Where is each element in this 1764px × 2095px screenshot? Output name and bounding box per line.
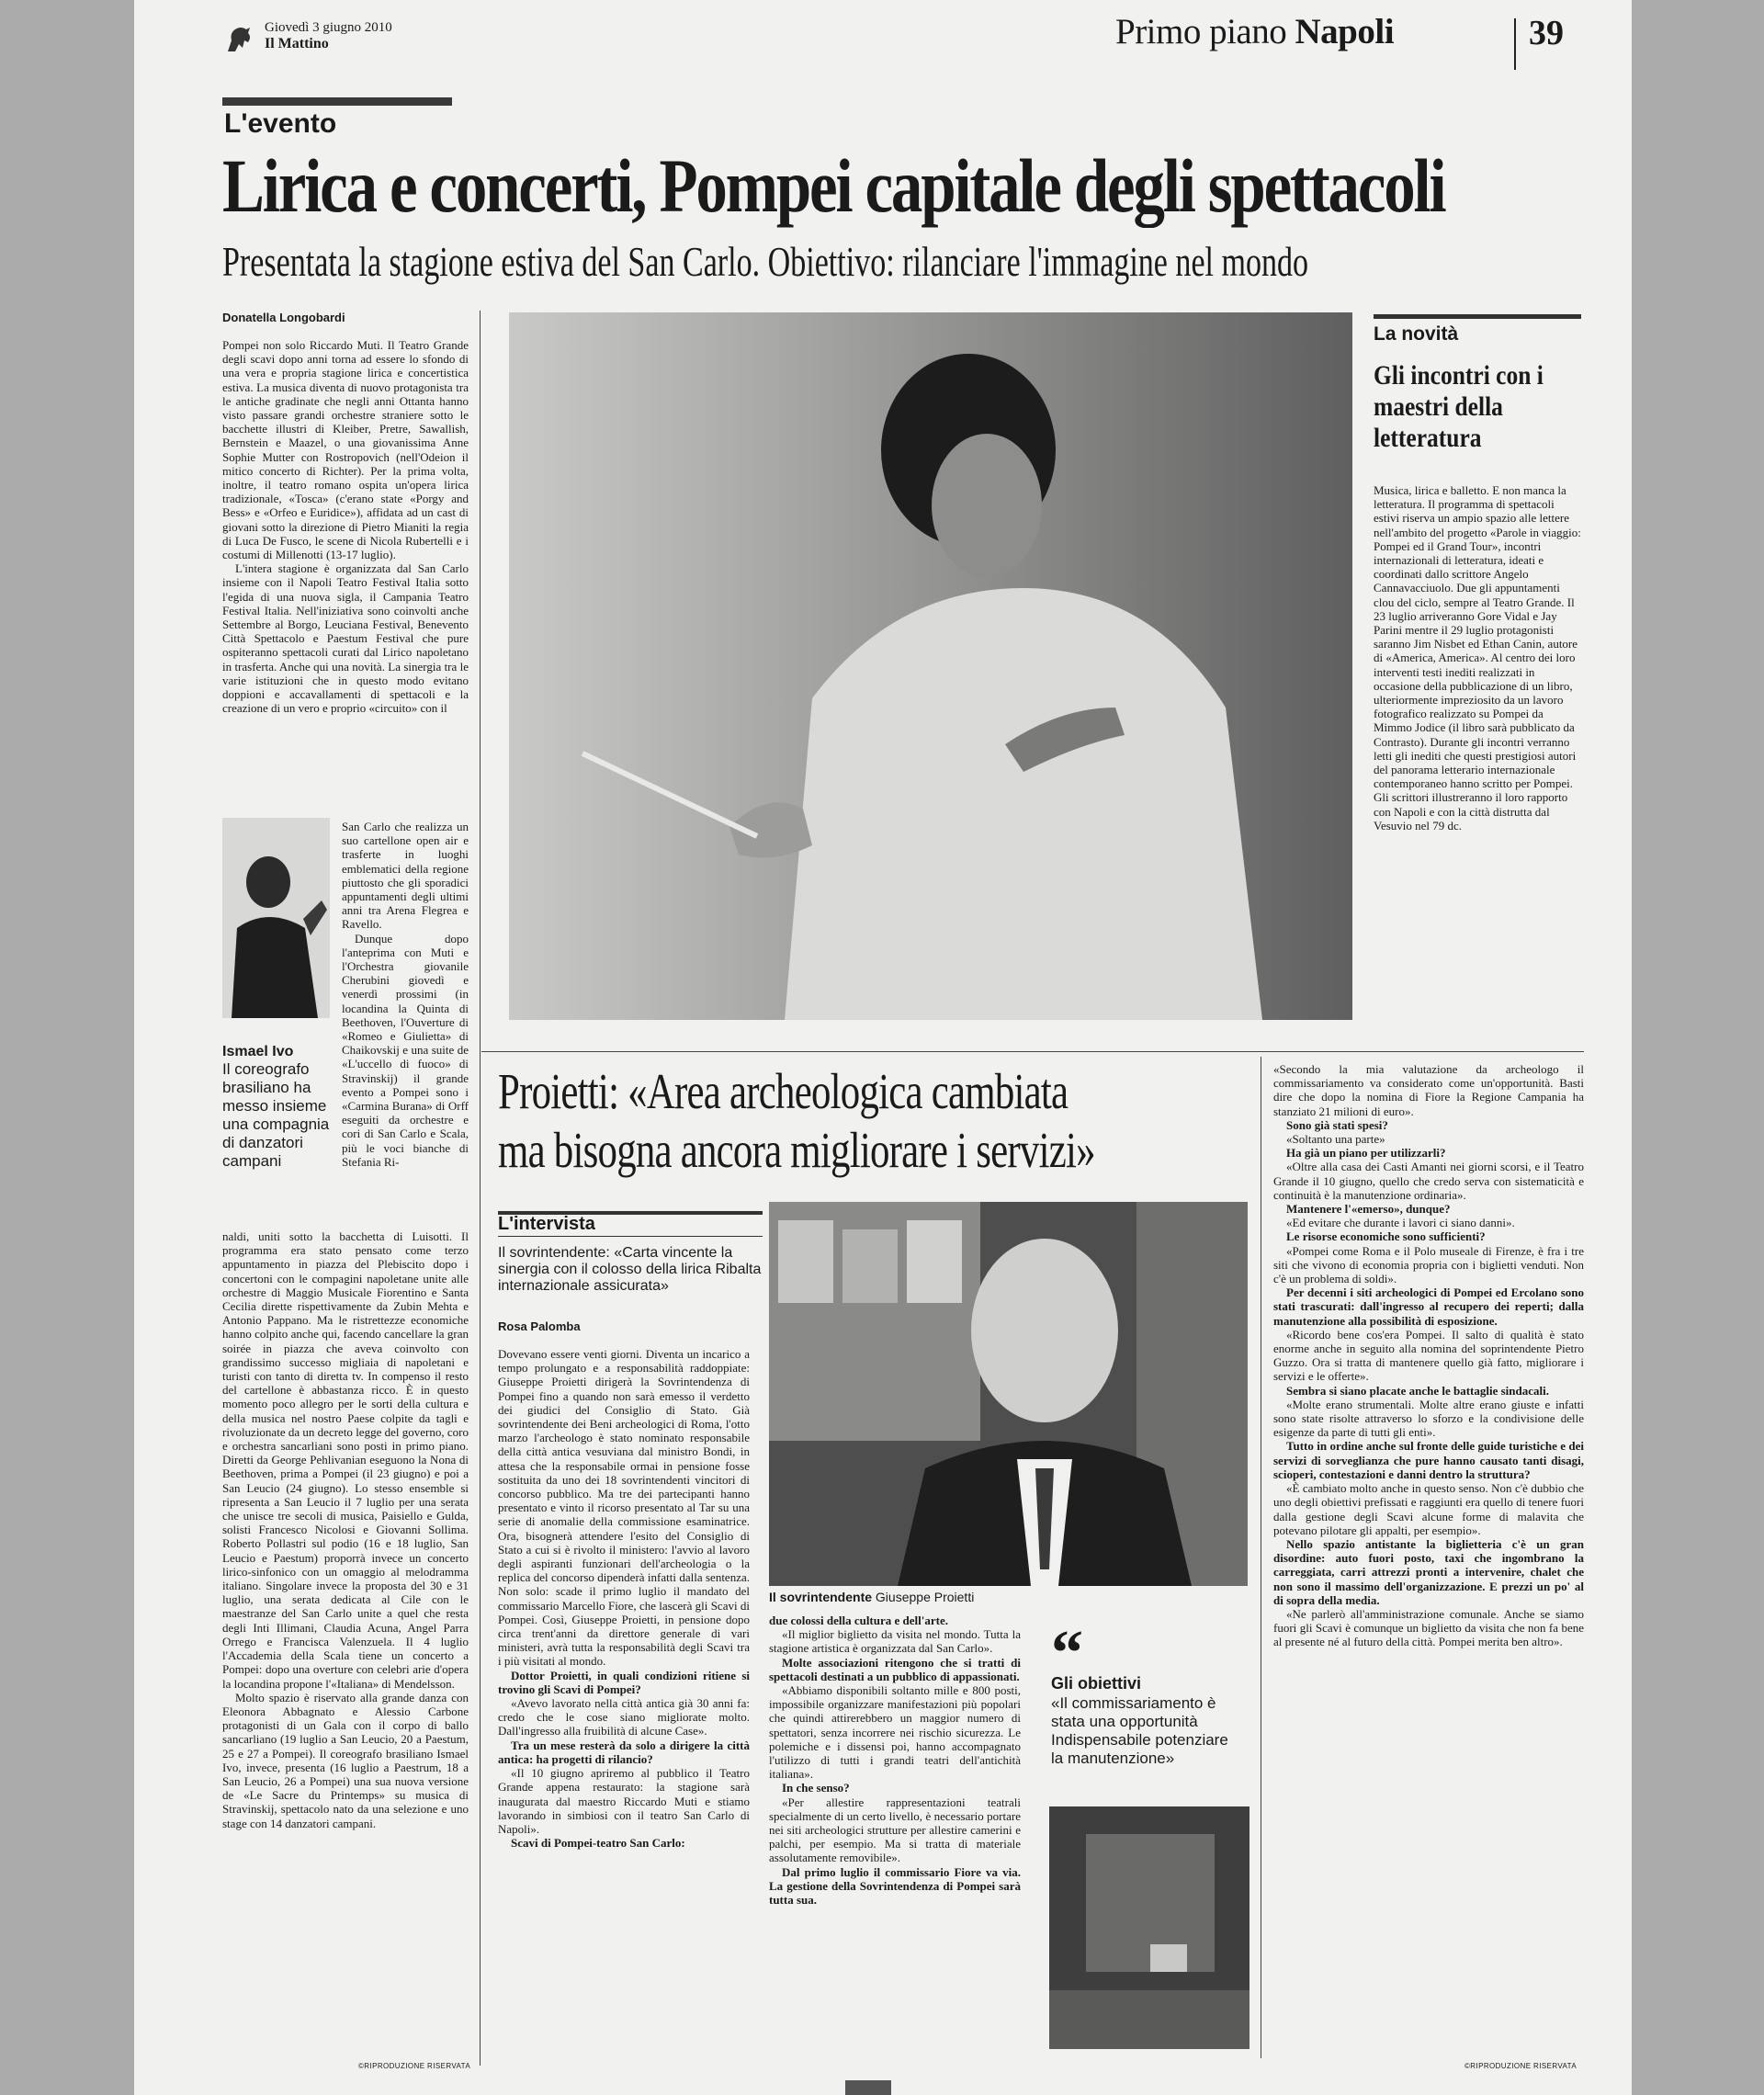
interview-question: Sembra si siano placate anche le battaglie sindacali.	[1286, 1383, 1549, 1398]
interview-byline: Rosa Palomba	[498, 1319, 581, 1333]
quote-mark-icon: “	[1051, 1618, 1083, 1689]
interview-question: Tra un mese resterà da solo a dirigere la città antica: ha progetti di rilancio?	[498, 1738, 750, 1766]
interview-question: Dal primo luglio il commissario Fiore va via. La gestione della Sovrintendenza di Pompei sarà tutta sua.	[769, 1864, 1021, 1908]
copyright-note: ©RIPRODUZIONE RISERVATA	[1464, 2062, 1577, 2070]
ismael-ivo-figure-icon	[222, 818, 330, 1018]
interview-question: Scavi di Pompei-teatro San Carlo:	[511, 1836, 685, 1851]
main-paragraph: naldi, uniti sotto la bacchetta di Luisotti. Il programma era stato pensato come terzo appuntamento in piazza del Plebiscito dopo i concertoni con le compagini napoletane unite alle orchestre di Maggio Musicale Fiorentino e Santa Cecilia dirette rispettivamente da Zubin Mehta e Antonio Pappano. Ma le ristrettezze economiche hanno colpito anche qui, facendo cancellare la gran soirée in piazza che aveva coinvolto con grandissimo successo migliaia di napoletani e turisti con tanto di diretta tv. In compenso il resto del cartellone è abbastanza ricco. È in questo momento poco allegro per le sorti della cultura e della musica nel nostro Paese colpite da tagli e rivoluzionate da un decreto legge del governo, coro e orchestra sancarliani sono posti in primo piano. Diretti da George Pehlivanian eseguono la Nona di Beethoven, prima a Pompei (il 23 giugno) e poi a San Leucio (24 giugno). Lo stesso ensemble si ripresenta a San Leucio il 7 luglio per una serata che unisce tre secoli di musica, Paisiello e Gulda, solisti Francesco Nicolosi e Giovanni Sollima. Roberto Pollastri sul podio (16 e 18 luglio, San Leucio e Paestum) proporrà invece un concerto lirico-sinfonico con un omaggio al melodramma italiano. Singolare invece la proposta del 30 e 31 luglio, una serata dedicata al Cile con le maestranze del San Carlo unite a quel che resta degli Inti Illimani, Claudia Acuna, Angel Parra Orrego e Francisca Valenzuela. Il 4 luglio l'Accademia della Scala tiene un concerto a Pompei: dopo una overture con celebri arie d'opera la locandina propone l'«Italiana» di Mendelsson.	[222, 1229, 469, 1691]
page-fold-marker	[845, 2080, 891, 2095]
main-paragraph: Dunque dopo l'anteprima con Muti e l'Orchestra giovanile Cherubini giovedì e venerdì prossimi (in locandina la Quinta di Beethoven, l'Ouverture di «Romeo e Giulietta» di Chaikovskij e una suite de «L'uccello di fuoco» di Stravinskij) il grande evento a Pompei sono i «Carmina Burana» di Orff eseguiti da orchestre e cori di San Carlo e Scala, più le voci bianche di Stefania Ri-	[342, 931, 469, 1169]
interview-question: Ha già un piano per utilizzarli?	[1286, 1146, 1446, 1161]
main-subheadline: Presentata la stagione estiva del San Carlo. Obiettivo: rilanciare l'immagine nel mondo	[222, 238, 1309, 285]
main-article-narrow	[342, 820, 469, 1187]
main-paragraph: San Carlo che realizza un suo cartellone open air e trasferte in luoghi emblematici della regione piuttosto che gli sporadici appuntamenti degli ultimi anni tra Arena Flegrea e Ravello.	[342, 820, 469, 932]
issue-date: Giovedì 3 giugno 2010 Il Mattino	[265, 20, 392, 51]
theatre-photo	[1049, 1806, 1250, 2049]
interview-question: Dottor Proietti, in quali condizioni ritiene si trovino gli Scavi di Pompei?	[498, 1668, 750, 1696]
masthead-divider	[1514, 18, 1516, 70]
newspaper-page	[134, 0, 1632, 2095]
section-divider	[481, 1051, 1584, 1052]
interview-col1: Dovevano essere venti giorni. Diventa un incarico a tempo prolungato e a responsabilità raddoppiate: Giuseppe Proietti dirigerà la Sovrintendenza di Pompei fino a quando non sarà emesso il verdetto dei giudici del Consiglio di Stato. Già sovrintendente dei Beni archeologici di Roma, l'otto marzo l'archeologo è stato nominato responsabile della città antica vesuviana dal ministro Bondi, in attesa che la responsabile ormai in pensione fosse sostituita da uno dei 18 sovrintendenti vincitori di concorso pubblico. Ma tre dei partecipanti hanno presentato e vinto il ricorso presentato al Tar su una serie di anomalie della commissione esaminatrice. Ora, bisognerà attendere l'esito del Consiglio di Stato a cui si è rivolto il ministero: l'avvio al lavoro degli aspiranti funzionari dell'archeologia o la replica del concorso dipenderà infatti dalla sentenza. Non solo: scade il primo luglio il mandato del commissario Marcello Fiore, che lascerà gli Scavi di Pompei. Così, Giuseppe Proietti, in pensione dopo circa trent'anni da direttore generale di vari ministeri, avrà tutta la responsabilità degli Scavi tra i più visitati al mondo. Dottor Proietti, in quali condizioni ritiene si trovino gli Scavi di Pompei? «Avevo lavorato nella città antica già 30 anni fa: credo che le cose siano migliorate molto. Dall'ingresso alla fruibilità di alcune Case». Tra un mese resterà da solo a dirigere la città antica: ha progetti di rilancio? «Il 10 giugno apriremo al pubblico il Teatro Grande appena restaurato: la stagione sarà inaugurata dal maestro Riccardo Muti e stiamo lavorando in simbiosi con il teatro San Carlo di Napoli». Scavi di Pompei-teatro San Carlo:	[498, 1347, 750, 1851]
column-rule	[480, 311, 481, 2066]
horse-logo-icon	[222, 24, 255, 55]
novita-label: La novità	[1374, 323, 1459, 345]
interview-question: Per decenni i siti archeologici di Pompei ed Ercolano sono stati trascurati: dall'ingresso al recupero dei reperti; dalla manutenzione alla possibilità di esposizione.	[1273, 1285, 1584, 1328]
caption-name: Ismael Ivo	[222, 1044, 294, 1059]
main-headline: Lirica e concerti, Pompei capitale degli spettacoli	[222, 143, 1445, 228]
event-label-bar	[222, 97, 452, 106]
page-number: 39	[1529, 14, 1564, 52]
ismael-ivo-caption	[222, 1044, 333, 1171]
theatre-stage-icon	[1049, 1806, 1250, 2049]
conductor-photo	[509, 312, 1352, 1020]
interview-col3: «Secondo la mia valutazione da archeologo il commissariamento va considerato come un'opportunità. Basti dire che dopo la nomina di Fiore la Regione Campania ha stanziato 21 milioni di euro». Sono già stati spesi? «Soltanto una parte» Ha già un piano per utilizzarli? «Oltre alla casa dei Casti Amanti nei giorni scorsi, e il Teatro Grande il 10 giugno, quello che credo serva con sistematicità e continuità è la manutenzione ordinaria». Mantenere l'«emerso», dunque? «Ed evitare che durante i lavori ci siano danni». Le risorse economiche sono sufficienti? «Pompei come Roma e il Polo museale di Firenze, è fra i tre siti che vivono di economia propria con i biglietti venduti. Non c'è un problema di soldi». Per decenni i siti archeologici di Pompei ed Ercolano sono stati trascurati: dall'ingresso al recupero dei reperti; dalla manutenzione alla possibilità di esposizione. «Ricordo bene cos'era Pompei. Il salto di qualità è stato enorme anche in seguito alla nomina del soprintendente Pietro Guzzo. Ora si tratta di mantenere quello già fatto, migliorare i servizi e le offerte». Sembra si siano placate anche le battaglie sindacali. «Molte erano strumentali. Molte altre erano giuste e infatti sono state risolte attraverso lo sforzo e la condivisione delle esigenze da parte di tutti gli enti». Tutto in ordine anche sul fronte delle guide turistiche e dei servizi di sorveglianza che pure hanno causato tanti disagi, scioperi, contestazioni e danni dentro la struttura? «È cambiato molto anche in questo senso. Non c'è dubbio che uno degli obiettivi prefissati e raggiunti era quello di tenere fuori dalla gestione degli Scavi alcune forme di malavita che potevano pilotare gli appalti, per esempio». Nello spazio antistante la biglietteria c'è un gran disordine: auto fuori posto, taxi che ingombrano la carreggiata, carri attrezzi pronti a intervenire, chalet che non sono il massimo dell'organizzazione. E prezzi un po' al di sopra della media. «Ne parlerò all'amministrazione comunale. Anche se siamo fuori gli Scavi è comunque un biglietto da visita che non fa bene al presente né al futuro della città. Pompei merita ben altro».	[1273, 1062, 1584, 1649]
main-paragraph: Pompei non solo Riccardo Muti. Il Teatro Grande degli scavi dopo anni torna ad essere lo sfondo di una vera e propria stagione lirica e concertistica estiva. La musica diventa di nuovo protagonista tra le antiche gradinate che negli anni Ottanta hanno visto passare grandi orchestre straniere sotto le bacchette illustri di Kleiber, Pretre, Sawallish, Bernstein e Maazel, o una giovanissima Anne Sophie Mutter con Rostropovich (nell'Odeion il mitico concerto di Richter). Per la prima volta, inoltre, il teatro romano ospita un'opera lirica tradizionale, «Tosca» (c'erano state «Porgy and Bess» e «Orfeo e Euridice»), affidata ad un cast di giovani sotto la direzione di Pietro Mianiti la regia di Luca De Fusco, le scene di Nicola Rubertelli e i costumi di Millenotti (13-17 luglio).	[222, 338, 469, 562]
main-paragraph: L'intera stagione è organizzata dal San Carlo insieme con il Napoli Teatro Festival Italia sotto l'egida di una nuova sigla, il Campania Teatro Festival Italia. Nell'iniziativa sono coinvolti anche Settembre al Borgo, Leuciana Festival, Benevento Città Spettacolo e Paestum Festival che pure ospiteranno spettacoli curati dal Lirico napoletano in trasferta. Anche qui una novità. La sinergia tra le varie istituzioni che in questo modo evitano doppioni e accavallamenti di spettacoli e la creazione di un vero e proprio «circuito» con il	[222, 561, 469, 716]
interview-question: In che senso?	[782, 1781, 850, 1795]
interview-headline: Proietti: «Area archeologica cambiata ma bisogna ancora migliorare i servizi»	[498, 1063, 1095, 1178]
section-title: Primo piano Napoli	[1115, 12, 1395, 51]
interview-question: Sono già stati spesi?	[1286, 1117, 1388, 1132]
copyright-note: ©RIPRODUZIONE RISERVATA	[358, 2062, 471, 2070]
interview-deck: Il sovrintendente: «Carta vincente la sinergia con il colosso della lirica Ribalta internazionale assicurata»	[498, 1245, 762, 1294]
interview-question: Nello spazio antistante la biglietteria c'è un gran disordine: auto fuori posto, taxi che ingombrano la carreggiata, carri attrezzi pronti a intervenire, chalet che non sono il massimo dell'organizzazione. E prezzi un po' al di sopra della media.	[1273, 1536, 1584, 1607]
interview-label: L'intervista	[498, 1214, 595, 1234]
paper-name: Il Mattino	[265, 36, 329, 51]
interview-label-rule	[498, 1236, 763, 1237]
main-byline: Donatella Longobardi	[222, 311, 345, 324]
quote-text: «Il commissariamento è stata una opportunità Indispensabile potenziare la manutenzione»	[1051, 1694, 1228, 1767]
quote-title: Gli obiettivi	[1051, 1674, 1142, 1693]
conductor-figure-icon	[509, 312, 1352, 1020]
novita-label-bar	[1374, 314, 1581, 319]
ismael-ivo-photo	[222, 818, 330, 1018]
proietti-photo	[769, 1202, 1248, 1586]
main-article-col1	[222, 338, 469, 816]
interview-question: Le risorse economiche sono sufficienti?	[1286, 1229, 1486, 1244]
proietti-figure-icon	[769, 1202, 1248, 1586]
novita-body: Musica, lirica e balletto. E non manca la letteratura. Il programma di spettacoli estivi riserva un ampio spazio alle lettere nell'ambito del progetto «Parole in viaggio: Pompei ed il Grand Tour», incontri internazionali di letteratura, ideati e coordinati dallo scrittore Angelo Cannavacciuolo. Due gli appuntamenti clou del ciclo, sempre al Teatro Grande. Il 23 luglio arriveranno Gore Vidal e Jay Parini mentre il 29 luglio protagonisti saranno Jim Nisbet ed Ethan Canin, autore di «America, America». Al centro dei loro interventi testi inediti realizzati in occasione della pubblicazione di un libro, ulteriormente impreziosito da un lavoro fotografico realizzato su Pompei da Mimmo Jodice (il libro sarà pubblicato da Contrasto). Durante gli incontri verranno letti gli inediti che questi prestigiosi autori del panorama letterario internazionale contemporaneo hanno scritto per Pompei. Gli scrittori illustreranno il loro rapporto con Napoli e con la città distrutta dal Vesuvio nel 79 dc.	[1374, 483, 1581, 832]
main-article-col1-bottom	[222, 1229, 469, 2056]
interview-question: Molte associazioni ritengono che si tratti di spettacoli destinati a un pubblico di appassionati.	[769, 1655, 1021, 1683]
interview-col2: due colossi della cultura e dell'arte. «Il miglior biglietto da visita nel mondo. Tutta la stagione artistica è organizzata dal San Carlo». Molte associazioni ritengono che si tratti di spettacoli destinati a un pubblico di appassionati. «Abbiamo disponibili soltanto mille e 800 posti, impossibile organizzare manifestazioni più popolari che quindi attirerebbero un maggior numero di spettatori, senza incorrere nei rischio sicurezza. Le polemiche e i dissensi poi, hanno accompagnato l'utilizzo di tutti i grandi teatri dell'antichità italiana». In che senso? «Per allestire rappresentazioni teatrali specialmente di un certo livello, è necessario portare nei siti archeologici strutture per allestire camerini e palchi, per esempio. Ma si tratta di materiale assolutamente removibile». Dal primo luglio il commissario Fiore va via. La gestione della Sovrintendenza di Pompei sarà tutta sua.	[769, 1614, 1021, 1908]
interview-question: Tutto in ordine anche sul fronte delle guide turistiche e dei servizi di sorveglianza che pure hanno causato tanti disagi, scioperi, contestazioni e danni dentro la struttura?	[1273, 1439, 1584, 1481]
main-paragraph: Molto spazio è riservato alla grande danza con Eleonora Abbagnato e Alessio Carbone protagonisti di un Gala con il corpo di ballo sancarliano (19 luglio a San Leucio, 20 a Paestum, 25 e 27 a Pompei). Il coreografo brasiliano Ismael Ivo, invece, presenta (16 luglio a Paestrum, 18 a San Leucio, 26 a Pompei) una sua nuova versione de «Le Sacre du Printemps» su musica di Stravinskij, spettacolo nato da una selezione e uno stage con 14 danzatori campani.	[222, 1690, 469, 1830]
interview-question: Mantenere l'«emerso», dunque?	[1286, 1202, 1451, 1217]
caption-text: Il coreografo brasiliano ha messo insieme una compagnia di danzatori campani	[222, 1060, 330, 1170]
proietti-photo-caption: Il sovrintendente Giuseppe Proietti	[769, 1590, 975, 1604]
novita-title: Gli incontri con i maestri della letteratura	[1374, 360, 1544, 453]
event-label: L'evento	[224, 108, 337, 139]
